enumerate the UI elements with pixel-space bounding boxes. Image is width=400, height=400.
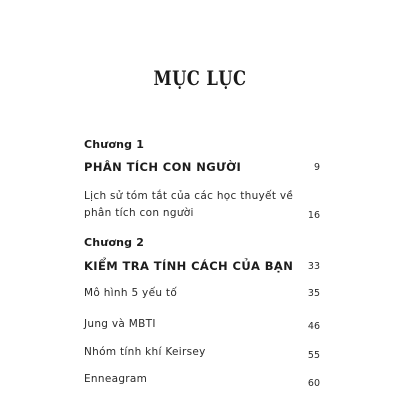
toc-entry-keirsey[interactable]: Nhóm tính khí Keirsey: [84, 346, 206, 358]
chapter-1-page-number: 9: [313, 162, 320, 173]
toc-entry-five-factor[interactable]: Mô hình 5 yếu tố: [84, 287, 178, 299]
toc-entry-history-line2: phân tích con người: [84, 207, 194, 219]
toc-entry-enneagram[interactable]: Enneagram: [84, 373, 148, 385]
toc-entry-history-line1: Lịch sử tóm tắt của các học thuyết về: [84, 190, 294, 202]
chapter-2-title[interactable]: KIỂM TRA TÍNH CÁCH CỦA BẠN: [84, 259, 294, 273]
page-title: MỤC LỤC: [153, 66, 247, 90]
chapter-1-title[interactable]: PHÂN TÍCH CON NGƯỜI: [84, 160, 242, 174]
toc-entry-history-page: 16: [307, 210, 320, 221]
chapter-2-label: Chương 2: [84, 236, 145, 249]
chapter-2-page-number: 33: [307, 261, 320, 272]
toc-entry-keirsey-page: 55: [307, 350, 320, 361]
toc-entry-jung-mbti-page: 46: [307, 321, 320, 332]
toc-entry-enneagram-page: 60: [307, 378, 320, 389]
toc-entry-five-factor-page: 35: [307, 288, 320, 299]
toc-entry-history[interactable]: [84, 188, 294, 222]
chapter-1-label: Chương 1: [84, 138, 145, 151]
toc-entry-jung-mbti[interactable]: Jung và MBTI: [84, 318, 156, 330]
